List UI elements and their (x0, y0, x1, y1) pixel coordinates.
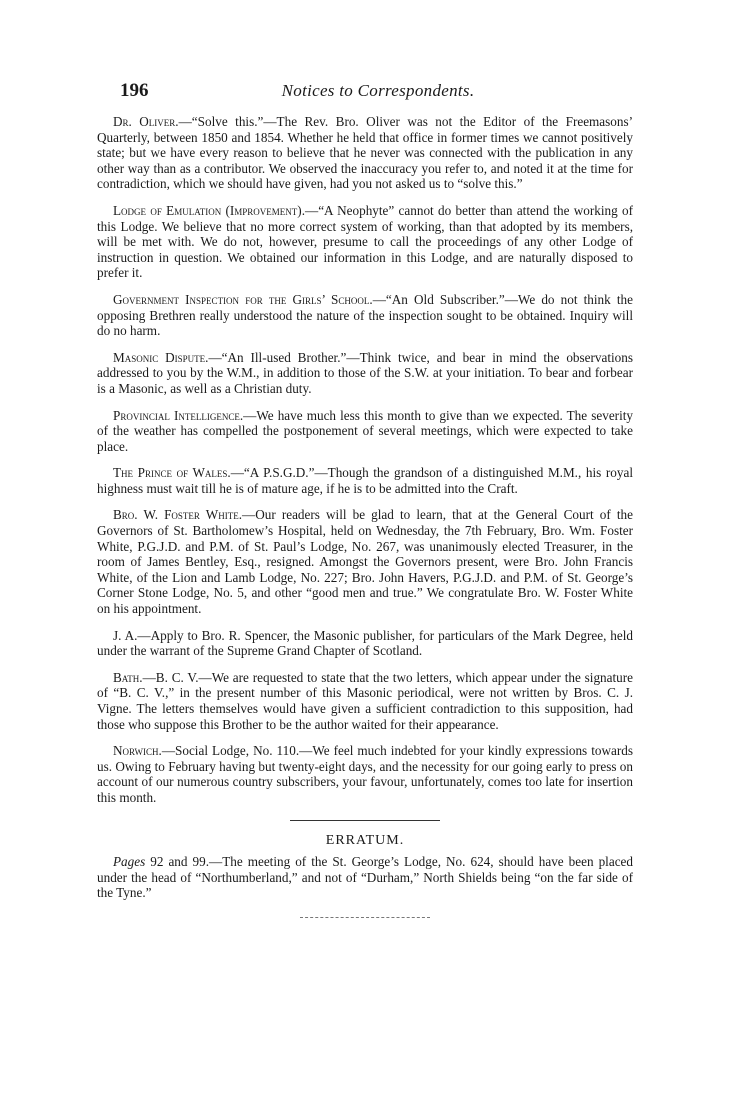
notice-text: —“A P.S.G.D.”—Though the grandson of a distinguished M.M., his royal highness must wait till he is of mature age, if he is to be admitted into the Craft. (97, 465, 633, 496)
notice-foster-white (97, 507, 633, 616)
notice-j-a (97, 628, 633, 659)
erratum-title: ERRATUM. (325, 832, 405, 848)
notice-heading: Provincial Intelligence. (113, 407, 244, 423)
notice-text: —We have much less this month to give than we expected. The severity of the weather has compelled the postponement of several meetings, which were expected to take place. (97, 407, 633, 454)
notice-prince-of-wales (97, 465, 633, 496)
end-divider (300, 917, 430, 918)
notice-government-inspection (97, 292, 633, 339)
notice-masonic-dispute (97, 350, 633, 397)
section-divider (290, 820, 440, 821)
notice-text: —“Solve this.”—The Rev. Bro. Oliver was not the Editor of the Freemasons’ Quarterly, between 1850 and 1854. Whether he held that office in former times we cannot positively state; but we have every reason to believe that he never was connected with the publication in any other way than as a contributor. We observed the inaccuracy you refer to, and noted it at the time for contradiction, which we should have given, had you not asked us to “solve this.” (97, 114, 634, 192)
notice-provincial-intelligence (97, 408, 633, 455)
notice-text: —Social Lodge, No. 110.—We feel much indebted for your kindly expressions towards us. Owing to February having but twenty-eight days, and the necessity for our going early to press on account of our numerous country subscribers, your favour, unfortunately, comes too late for insertion this month. (97, 743, 633, 805)
notice-heading: Bath. (113, 669, 143, 685)
notice-bath (97, 670, 633, 732)
notice-dr-oliver (97, 114, 633, 192)
notice-heading: Bro. W. Foster White. (113, 507, 243, 523)
notice-heading: The Prince of Wales. (113, 465, 231, 481)
notice-heading: Norwich. (113, 743, 162, 759)
notice-heading: J. A. (113, 627, 138, 643)
notice-text: —“A Neophyte” cannot do better than attend the working of this Lodge. We believe that no more correct system of working, than that adopted by its members, will be met with. We do not, however, presume to call the proceedings of any other Lodge of instruction in question. We obtained our information in this Lodge, and are naturally disposed to prefer it. (97, 202, 634, 281)
notices-body (97, 114, 633, 918)
notice-norwich (97, 743, 633, 805)
notice-lodge-of-emulation (97, 203, 633, 281)
erratum-lead: Pages (113, 854, 146, 870)
notice-text: —“An Old Subscriber.”—We do not think the opposing Brethren really understood the nature of the inspection sought to be obtained. Inquiry will do no harm. (97, 291, 633, 339)
running-title: Notices to Correspondents. (281, 81, 475, 100)
page-number: 196 (120, 80, 149, 101)
notice-heading: Dr. Oliver. (113, 114, 179, 129)
erratum-body: 92 and 99.—The meeting of the St. George’s Lodge, No. 624, should have been placed under the head of “Northumberland,” and not of “Durham,” North Shields being “on the far side of the Tyne.” (97, 854, 633, 901)
notice-heading: Government Inspection for the Girls’ School. (113, 291, 373, 307)
erratum-text (97, 854, 633, 901)
running-head (120, 80, 636, 102)
notice-text: —Our readers will be glad to learn, that at the General Court of the Governors of St. Bartholomew’s Hospital, held on Wednesday, the 7th February, Bro. Wm. Foster White, P.G.J.D. and P.M. of St. Paul’s Lodge, No. 267, was unanimously elected Treasurer, in the room of James Bentley, Esq., resigned. Amongst the Governors present, were Bro. John Francis White, of the Lion and Lamb Lodge, No. 227; Bro. John Havers, P.G.J.D. and P.M. of St. George’s Corner Stone Lodge, No. 5, and other “good men and true.” We congratulate Bro. W. Foster White on his appointment. (97, 507, 633, 617)
notice-text: —B. C. V.—We are requested to state that the two letters, which appear under the signature of “B. C. V.,” in the present number of this Masonic periodical, were not written by Bros. C. J. Vigne. The letters themselves would have given a sufficient contradiction to this supposition, had those who suppose this Brother to be the author waited for their appearance. (97, 669, 633, 732)
notice-text: —Apply to Bro. R. Spencer, the Masonic publisher, for particulars of the Mark Degree, held under the warrant of the Supreme Grand Chapter of Scotland. (97, 627, 633, 659)
notice-heading: Masonic Dispute. (113, 349, 209, 365)
notice-heading: Lodge of Emulation (Improvement). (113, 202, 305, 218)
notice-text: —“An Ill-used Brother.”—Think twice, and bear in mind the observations addressed to you by the W.M., in addition to those of the S.W. at your initiation. To bear and forbear is a Masonic, as well as a Christian duty. (97, 349, 633, 396)
